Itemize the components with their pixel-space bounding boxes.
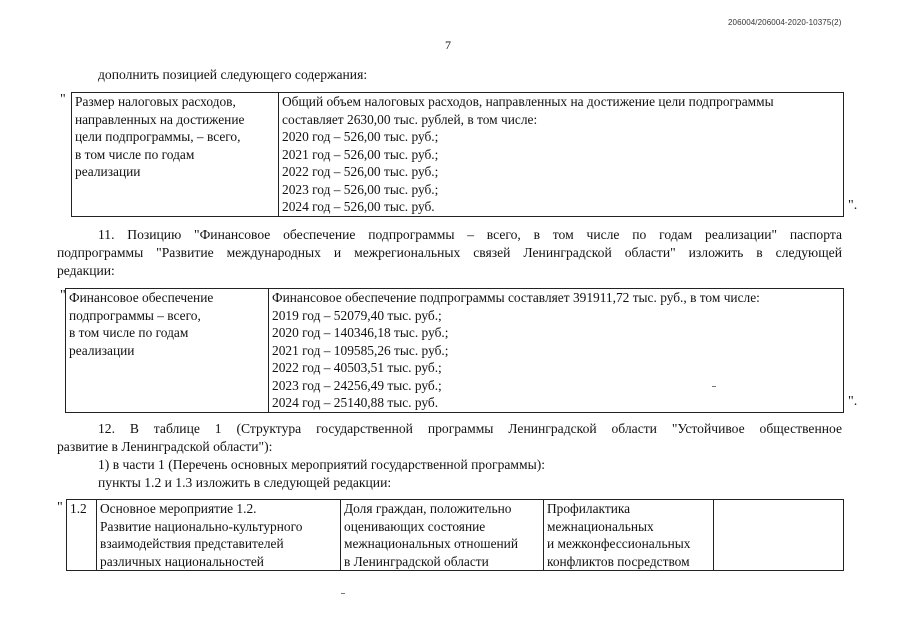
table2-open-quote: "	[60, 288, 66, 303]
table1-left-line: Размер налоговых расходов,	[75, 94, 236, 109]
financing-table	[65, 288, 844, 413]
result-line: межнациональных	[547, 518, 654, 534]
tax-expenditure-value-cell	[279, 93, 844, 217]
table1-left-line: направленных на достижение	[75, 111, 245, 127]
table1-left-line: реализации	[75, 164, 141, 179]
para11-line1: 11. Позицию "Финансовое обеспечение подпрограммы – всего, в том числе по годам реализации" паспорта	[98, 227, 842, 242]
table1-right-line: составляет 2630,00 тыс. рублей, в том числе:	[282, 111, 538, 127]
measure-line: Основное мероприятие 1.2.	[100, 501, 257, 516]
table1-right-line: 2023 год – 526,00 тыс. руб.;	[282, 181, 439, 197]
table1-right-line: 2021 год – 526,00 тыс. руб.;	[282, 146, 439, 162]
table2-right-line: 2022 год – 40503,51 тыс. руб.;	[272, 360, 442, 375]
page-number: 7	[445, 38, 451, 52]
table1-right-line: 2020 год – 526,00 тыс. руб.;	[282, 129, 439, 144]
indicator-line: межнациональных отношений	[344, 536, 519, 551]
table2-left-line: Финансовое обеспечение	[69, 290, 214, 305]
scan-speck	[341, 593, 345, 594]
para12-line4: пункты 1.2 и 1.3 изложить в следующей редакции:	[98, 475, 392, 490]
result-line: конфликтов посредством	[547, 553, 690, 569]
para11-line3: редакции:	[57, 263, 115, 278]
table1-open-quote: "	[60, 92, 66, 107]
item-number-cell: 1.2	[67, 500, 97, 571]
scan-speck	[712, 386, 716, 387]
table2-right-line: 2023 год – 24256,49 тыс. руб.;	[272, 377, 442, 393]
table1-close-quote: ".	[848, 198, 858, 213]
table2-right-line: 2024 год – 25140,88 тыс. руб.	[272, 395, 439, 410]
intro-line: дополнить позицией следующего содержания:	[98, 67, 368, 82]
indicator-cell	[341, 500, 544, 571]
indicator-line: Доля граждан, положительно	[344, 501, 512, 516]
measure-line: взаимодействия представителей	[100, 536, 284, 551]
table2-right-line: 2019 год – 52079,40 тыс. руб.;	[272, 307, 442, 323]
document-id: 206004/206004-2020-10375(2)	[728, 18, 842, 27]
para11-line2: подпрограммы "Развитие международных и межрегиональных связей Ленинградской области" изложить в следующей	[57, 245, 842, 260]
table3-open-quote: "	[57, 500, 63, 515]
result-line: и межконфессиональных	[547, 536, 691, 551]
empty-cell	[714, 500, 844, 571]
program-structure-table	[66, 499, 844, 571]
financing-value-cell	[269, 289, 844, 413]
financing-label-cell	[66, 289, 269, 413]
table1-right-line: Общий объем налоговых расходов, направленных на достижение цели подпрограммы	[282, 94, 774, 109]
table2-left-line: реализации	[69, 342, 135, 358]
table1-left-line: цели подпрограммы, – всего,	[75, 129, 241, 144]
table2-right-line: Финансовое обеспечение подпрограммы составляет 391911,72 тыс. руб., в том числе:	[272, 290, 760, 305]
result-line: Профилактика	[547, 501, 631, 516]
indicator-line: в Ленинградской области	[344, 553, 489, 569]
table2-left-line: подпрограммы – всего,	[69, 307, 201, 323]
table2-right-line: 2020 год – 140346,18 тыс. руб.;	[272, 325, 449, 340]
table1-left-line: в том числе по годам	[75, 146, 195, 162]
tax-expenditure-label-cell	[72, 93, 279, 217]
table2-right-line: 2021 год – 109585,26 тыс. руб.;	[272, 342, 449, 358]
measure-line: Развитие национально-культурного	[100, 518, 303, 534]
result-cell	[544, 500, 714, 571]
para12-line2: развитие в Ленинградской области"):	[57, 439, 273, 454]
table1-right-line: 2022 год – 526,00 тыс. руб.;	[282, 164, 439, 179]
measure-cell	[97, 500, 341, 571]
para12-line1: 12. В таблице 1 (Структура государственной программы Ленинградской области "Устойчивое общественное	[98, 421, 842, 436]
table1-right-line: 2024 год – 526,00 тыс. руб.	[282, 199, 435, 214]
para12-line3: 1) в части 1 (Перечень основных мероприятий государственной программы):	[98, 457, 546, 472]
table2-close-quote: ".	[848, 394, 858, 409]
measure-line: различных национальностей	[100, 553, 264, 569]
tax-expenditure-table	[71, 92, 844, 217]
table2-left-line: в том числе по годам	[69, 325, 189, 340]
indicator-line: оценивающих состояние	[344, 518, 486, 534]
